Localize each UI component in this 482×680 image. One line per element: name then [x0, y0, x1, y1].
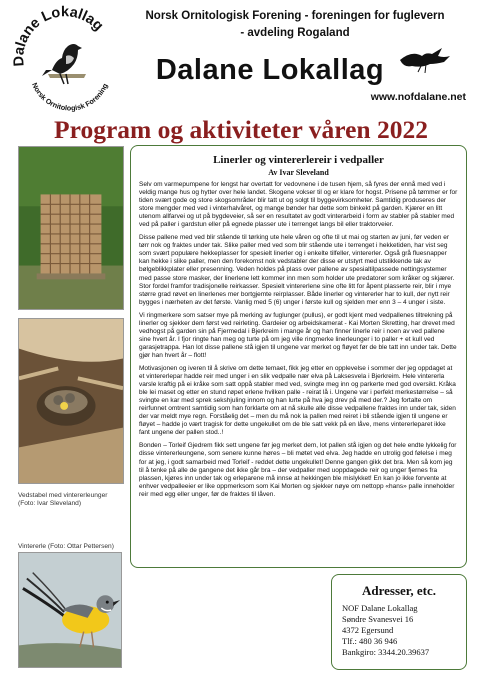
dalane-lokallag-logo [8, 4, 120, 116]
flying-bird-icon [392, 38, 456, 78]
organization-name: Norsk Ornitologisk Forening - foreningen for fuglevern [145, 10, 445, 22]
wood-stack-photo [18, 146, 124, 310]
article-title: Linerler og vintererlereir i vedpaller [213, 154, 384, 166]
website-link[interactable]: www.nofdalane.net [370, 91, 466, 103]
logo-ring-bottom-text: Norsk Ornitologisk Forening [30, 81, 110, 113]
nest-caption-line-2: (Foto: Ivar Sleveland) [18, 500, 82, 507]
crossbill-bird-icon [42, 44, 86, 84]
address-heading: Adresser, etc. [361, 583, 436, 598]
nest-photo-caption [18, 492, 130, 508]
address-org: NOF Dalane Lokallag [342, 603, 418, 613]
article-author: Av Ivar Sleveland [268, 168, 329, 177]
nest-caption-line-1: Vedstabel med vintererleunger [18, 492, 108, 499]
address-postcode: 4372 Egersund [342, 625, 394, 635]
address-bank-account: Bankgiro: 3344.20.39637 [342, 647, 430, 657]
header-title: Dalane Lokallag [155, 54, 385, 86]
article-paragraph-1: Selv om varmepumpene for lengst har overtatt for vedovnene i de tusen hjem, så fyres der ennå med ved i veldig mange hus og hytter over hele landet. Skogene vokser til og er klare for hogst. Prisene på tømmer er for tiden svært gode og store skogsområder blir tatt ut og solgt til byggevirksomheter. Samtidig produseres der store mengder med ved i vinterhalvåret, og mange bønder har dette som binkekt på garden. Kjærer en litt utenom allfarvei og ut på bygdeveier, så ser en resultatet av godt vinterarbeid i form av stabler på stabler med ved på paller i gardstun eller på egnede plasser ute i terrenget langs bil eller traktorveier. [139, 181, 458, 229]
address-box [331, 574, 467, 670]
address-phone: Tlf.: 480 36 946 [342, 636, 398, 646]
article-paragraph-5: Bonden – Torleif Gjedrem fikk sett ungene før jeg merket dem, lot pallen stå igjen og det hele endte lykkelig for disse vintererleungene, som senere kunne høres – bli møtet ved elva. Jeg hadde en utrolig god følelse i meg for at jeg, i godt samarbeid med Torleif - reddet dette ungekullet! Denne gangen gikk det bra. Men så kom jeg til å tenke på alle de gangene det ikke går bra – der vedpaller med uoppdagede reir og unger fjernes fra plassen, kjøres inn under tak og erleparene må innse at hekkingen ble mislykket! En kan jo ikke forvente at enhver vedpalleeier er like oppmerksom som Kai Morten og sjekker nøye om nettopp «hans» palle inneholder reir med egg eller unger, før de fraktes til låven. [139, 442, 457, 498]
article-paragraph-4: Motivasjonen og iveren til å skrive om dette temaet, fikk jeg etter en opplevelse i sommer der jeg oppdaget at et vintererlepar hadde reir med unger i en slik vedpalle nær elva på Laksesvela i Bjerkreim. Hele vintererla varsle kraftig på ei kråke som satt oppå stabler med ved, svingte meg inn og parkerte med god oversikt. Kråka ble lei maset og etter en stund røpet erlene hvilken palle - reirat lå i. Ungene var i perfekt merkestørrelse – så svingte en kar med sprek sekshjuling innom og han lurte på hva jeg drev på med der.? Jeg fortalte om reirfunnet omtrent samtidig som han forklarte om at nå skulle alle disse vedpallene fraktes inn under tak, siden der var meldt mye regn. Forståelig det – men du må nok la pallen med reiret i bli stående igjen til ungene er fløyet – hadde jo vært tragisk for dette ungekullet om de ble satt vekk på en låve, mens vintererleparet ikke fant ungene der pallen stod..! [139, 364, 456, 437]
grey-wagtail-photo [18, 552, 122, 668]
address-street: Søndre Svanesvei 16 [342, 614, 414, 624]
svg-text:Dalane Lokallag [11, 4, 106, 67]
organization-subtitle: - avdeling Rogaland [240, 27, 350, 39]
svg-text:Norsk Ornitologisk Forening [30, 81, 109, 112]
article-box [130, 145, 467, 568]
article-paragraph-3: Vi ringmerkere som satser mye på merking av fuglunger (pullus), er godt kjent med vedpallenes tiltrekning på linerler og sjekker dem først ved reirleting. Gardeier og arbeidskamerat - Kai Morten Skretting, har drevet med vedhogst på garden sin på Fjermedal i Bjerkreim i mange år og han finner linerle reir i noen av ved pallene sine hvert år. I fjor ringte han meg og turte på om jeg ville ringmerke linerleunger i to paller + et kull ved garasjetrappa. Han lot disse pallene stå igjen til ungene var merket og fløyet før de ble tatt inn under tak. Dette gjør han hvert år – flott! [139, 311, 457, 359]
page-title: Program og aktiviteter våren 2022 [54, 115, 428, 144]
bird-photo-caption: Vintererle (Foto: Ottar Pettersen) [18, 543, 114, 550]
logo-ring-top-text: Dalane Lokallag [11, 4, 107, 67]
nest-with-chicks-photo [18, 318, 124, 484]
article-paragraph-2: Disse pallene med ved blir stående til tørking ute hele våren og ofte til ut mai og starten av juni, før veden er tørr nok og fraktes under tak. Slike paller med ved som blir stående ute i terrenget i hekketiden, har vist seg som svært populære hekkeplasser for spesielt linerler og i enkelte tilfeller, vintererler. Også grå fluesnapper kan hekke i slike paller, men den forekomst nok vedstabler der disse er utstyrt med utstikkende tak av bølgeblikkplater eller presenning. Veden holdes på plass over pallene av spesialtilpassede nettingsystemer med passe store masker, der linerlene lett kommer inn men som holder ute predatorer som kråker og skjærer. Stor fordel framfor tradisjonelle reirkasser. Spesielt vintererlene sine ofte litt for åpent plasserte reir, blir i mye større grad røvet en linerlenes mer bortgjemte reirplasser. Både linerler og vintererler har to kull, der nytt reir bygges i nærheten av det første. Vanlig med 5 (6) unger i første kull og sjelden mer enn 3 – 4 unger i siste. [139, 234, 455, 306]
